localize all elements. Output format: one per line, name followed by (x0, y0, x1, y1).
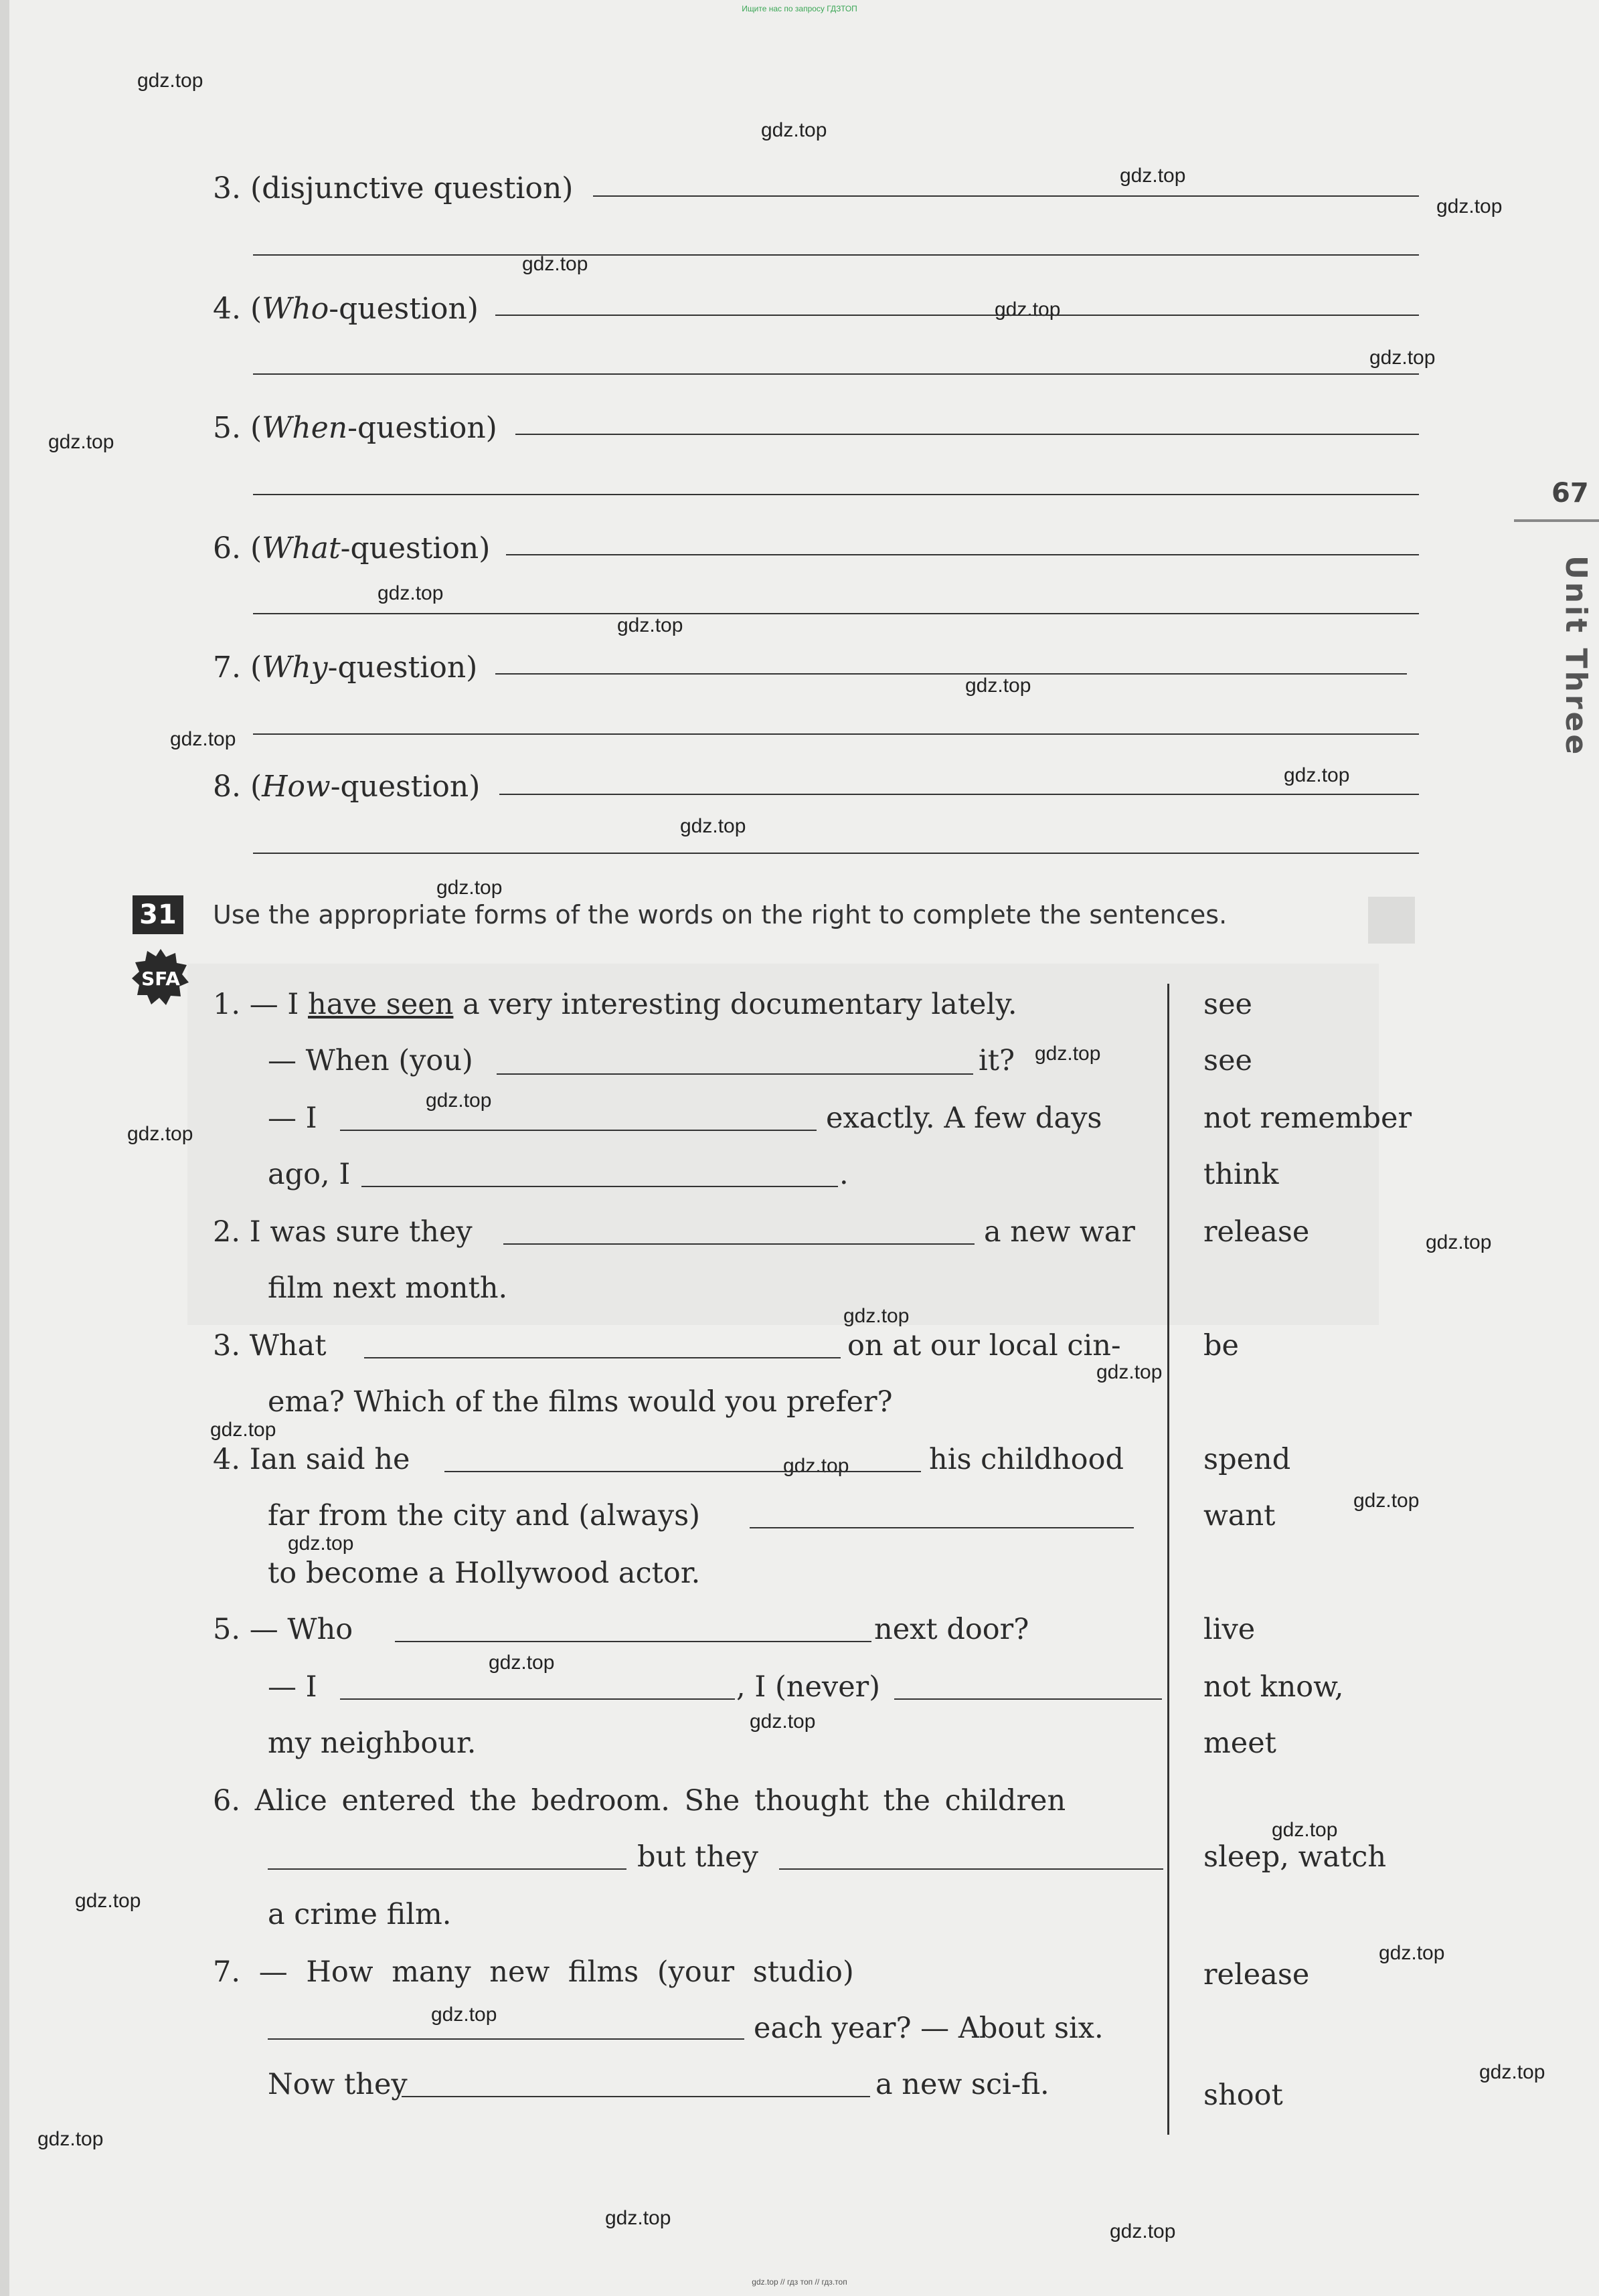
bottom-banner: gdz.top // гдз топ // гдз.топ (752, 2277, 847, 2287)
blank-line[interactable] (361, 1186, 838, 1187)
blank-line[interactable] (395, 1641, 871, 1642)
watermark: gdz.top (1353, 1490, 1420, 1512)
s-num: 5. (213, 1613, 241, 1646)
example-answer: have seen (308, 988, 454, 1021)
sentence-2a-end: a new war (984, 1215, 1135, 1249)
watermark: gdz.top (1110, 2220, 1176, 2242)
watermark: gdz.top (431, 2004, 497, 2026)
q-post: -question) (340, 531, 491, 565)
watermark: gdz.top (783, 1455, 849, 1477)
s-num: 2. (213, 1215, 241, 1249)
answer-line[interactable] (593, 195, 1419, 197)
watermark: gdz.top (37, 2128, 104, 2150)
watermark: gdz.top (1479, 2061, 1545, 2083)
blank-line[interactable] (503, 1243, 975, 1245)
show-through-task-number (1368, 897, 1415, 944)
word-option: see (1203, 988, 1252, 1021)
page-number: 67 (1551, 478, 1589, 509)
sentence-5a (213, 1613, 353, 1646)
word-option: shoot (1203, 2079, 1283, 2112)
q-kind: Why (262, 650, 328, 685)
sentence-4a (213, 1443, 410, 1476)
question-7 (213, 650, 477, 685)
answer-line[interactable] (499, 794, 1419, 795)
q-post: -question) (329, 292, 479, 326)
watermark: gdz.top (680, 815, 746, 837)
watermark: gdz.top (426, 1089, 492, 1112)
top-banner: Ищите нас по запросу ГДЗТОП (742, 4, 857, 13)
s-text: Alice entered the bedroom. She thought the children (254, 1784, 1066, 1818)
watermark: gdz.top (995, 298, 1061, 321)
q-pre: ( (250, 411, 262, 445)
blank-line[interactable] (750, 1527, 1134, 1528)
sentence-1d: ago, I (268, 1158, 351, 1191)
word-option: spend (1203, 1443, 1291, 1476)
sentence-2a (213, 1215, 473, 1249)
sentence-1b-end: it? (979, 1044, 1015, 1077)
s-num: 6. (213, 1784, 241, 1818)
blank-line[interactable] (340, 1698, 735, 1700)
answer-line[interactable] (253, 254, 1419, 256)
sentence-7b-end: each year? — About six. (754, 2012, 1104, 2045)
sentence-1c: — I (268, 1101, 317, 1135)
watermark: gdz.top (1120, 165, 1186, 187)
task-instruction: Use the appropriate forms of the words on the right to complete the sentences. (213, 900, 1228, 930)
q-pre: ( (250, 292, 262, 326)
sentence-1b: — When (you) (268, 1044, 473, 1077)
q-num: 3. (213, 171, 241, 205)
answer-line[interactable] (253, 494, 1419, 495)
word-option: release (1203, 1958, 1310, 1992)
q-num: 8. (213, 770, 241, 804)
watermark: gdz.top (127, 1123, 193, 1145)
sentence-3b: ema? Which of the films would you prefer? (268, 1385, 893, 1419)
q-post: -question) (330, 770, 481, 804)
q-kind: disjunctive question (262, 171, 562, 205)
blank-line[interactable] (444, 1471, 921, 1472)
word-option: be (1203, 1329, 1239, 1362)
q-pre: ( (250, 770, 262, 804)
unit-label-text: Unit Three (1559, 555, 1593, 758)
sfa-badge-icon (131, 948, 190, 1006)
q-num: 4. (213, 292, 241, 326)
watermark: gdz.top (288, 1532, 354, 1555)
sentence-4b: far from the city and (always) (268, 1499, 701, 1532)
s-text: — Who (249, 1613, 353, 1646)
answer-line[interactable] (253, 613, 1419, 614)
q-kind: What (262, 531, 341, 565)
watermark: gdz.top (750, 1710, 816, 1733)
answer-line[interactable] (495, 673, 1407, 675)
sentence-1d-end: . (839, 1158, 849, 1191)
unit-label (1554, 549, 1594, 776)
answer-line[interactable] (506, 554, 1419, 555)
sentence-7a (213, 1955, 854, 1989)
q-post: -question) (347, 411, 497, 445)
sentence-6a (213, 1784, 1066, 1818)
watermark: gdz.top (843, 1305, 910, 1327)
watermark: gdz.top (489, 1652, 555, 1674)
blank-line[interactable] (364, 1357, 841, 1358)
s-text: I was sure they (249, 1215, 473, 1249)
watermark: gdz.top (1436, 195, 1503, 217)
blank-line[interactable] (497, 1073, 973, 1075)
q-post: -question) (327, 650, 478, 685)
watermark: gdz.top (761, 119, 827, 141)
q-pre: ( (250, 531, 262, 565)
word-option: meet (1203, 1727, 1276, 1760)
question-5 (213, 411, 497, 445)
sentence-3a-end: on at our local cin- (847, 1329, 1121, 1362)
watermark: gdz.top (1369, 347, 1436, 369)
q-kind: How (262, 770, 331, 804)
sentence-4c: to become a Hollywood actor. (268, 1557, 701, 1590)
blank-line[interactable] (268, 2038, 744, 2040)
blank-line[interactable] (779, 1868, 1163, 1870)
s-text: a very interesting documentary lately. (453, 988, 1017, 1021)
watermark: gdz.top (1035, 1043, 1101, 1065)
column-divider (1167, 984, 1169, 2135)
watermark: gdz.top (1096, 1361, 1163, 1383)
q-kind: When (262, 411, 348, 445)
blank-line[interactable] (340, 1130, 817, 1131)
sentence-5b-mid: , I (never) (736, 1670, 880, 1704)
sentence-7c: Now they (268, 2068, 408, 2101)
watermark: gdz.top (965, 675, 1031, 697)
answer-line[interactable] (495, 315, 1419, 316)
answer-line[interactable] (253, 733, 1419, 735)
sentence-5b: — I (268, 1670, 317, 1704)
s-num: 4. (213, 1443, 241, 1476)
watermark: gdz.top (1284, 764, 1350, 786)
q-pre: ( (250, 650, 262, 685)
question-4 (213, 292, 479, 326)
blank-line[interactable] (268, 1868, 626, 1870)
word-option: not remember (1203, 1101, 1412, 1135)
watermark: gdz.top (170, 728, 236, 750)
watermark: gdz.top (1379, 1942, 1445, 1964)
watermark: gdz.top (1272, 1819, 1338, 1841)
answer-line[interactable] (253, 853, 1419, 854)
word-option: see (1203, 1044, 1252, 1077)
watermark: gdz.top (522, 253, 588, 275)
watermark: gdz.top (617, 614, 683, 636)
watermark: gdz.top (436, 877, 503, 899)
s-num: 1. (213, 988, 241, 1021)
sentence-1a (213, 988, 1017, 1021)
s-text: — How many new films (your studio) (258, 1955, 854, 1989)
watermark: gdz.top (1426, 1231, 1492, 1253)
question-3 (213, 171, 573, 205)
q-num: 7. (213, 650, 241, 685)
word-option: not know, (1203, 1670, 1344, 1704)
sentence-2b: film next month. (268, 1271, 508, 1305)
sentence-6b-mid: but they (637, 1840, 758, 1874)
s-text: — I (249, 988, 309, 1021)
answer-line[interactable] (515, 434, 1419, 435)
watermark: gdz.top (605, 2207, 671, 2229)
watermark: gdz.top (48, 431, 114, 453)
watermark: gdz.top (210, 1419, 276, 1441)
blank-line[interactable] (894, 1698, 1162, 1700)
q-post: ) (562, 171, 574, 205)
q-pre: ( (250, 171, 262, 205)
q-kind: Who (262, 292, 329, 326)
word-option: release (1203, 1215, 1310, 1249)
watermark: gdz.top (377, 582, 444, 604)
blank-line[interactable] (402, 2096, 870, 2097)
question-6 (213, 531, 490, 565)
word-option: sleep, watch (1203, 1840, 1387, 1874)
task-number-badge: 31 (133, 895, 183, 934)
word-option: want (1203, 1499, 1276, 1532)
s-num: 7. (213, 1955, 241, 1989)
s-text: What (249, 1329, 327, 1362)
sentence-7c-end: a new sci-fi. (875, 2068, 1049, 2101)
answer-line[interactable] (253, 373, 1419, 375)
watermark: gdz.top (137, 70, 203, 92)
sentence-3a (213, 1329, 327, 1362)
watermark: gdz.top (75, 1890, 141, 1912)
sfa-badge-text: SFA (141, 968, 180, 990)
word-option: think (1203, 1158, 1279, 1191)
q-num: 6. (213, 531, 241, 565)
sentence-1c-end: exactly. A few days (826, 1101, 1102, 1135)
page-left-edge (0, 0, 9, 2296)
sentence-6c: a crime film. (268, 1898, 452, 1931)
q-num: 5. (213, 411, 241, 445)
sentence-5a-end: next door? (874, 1613, 1029, 1646)
unit-rule (1514, 519, 1599, 522)
sentence-4a-end: his childhood (929, 1443, 1124, 1476)
s-num: 3. (213, 1329, 241, 1362)
s-text: Ian said he (249, 1443, 410, 1476)
sentence-5c: my neighbour. (268, 1727, 477, 1760)
question-8 (213, 770, 480, 804)
word-option: live (1203, 1613, 1256, 1646)
